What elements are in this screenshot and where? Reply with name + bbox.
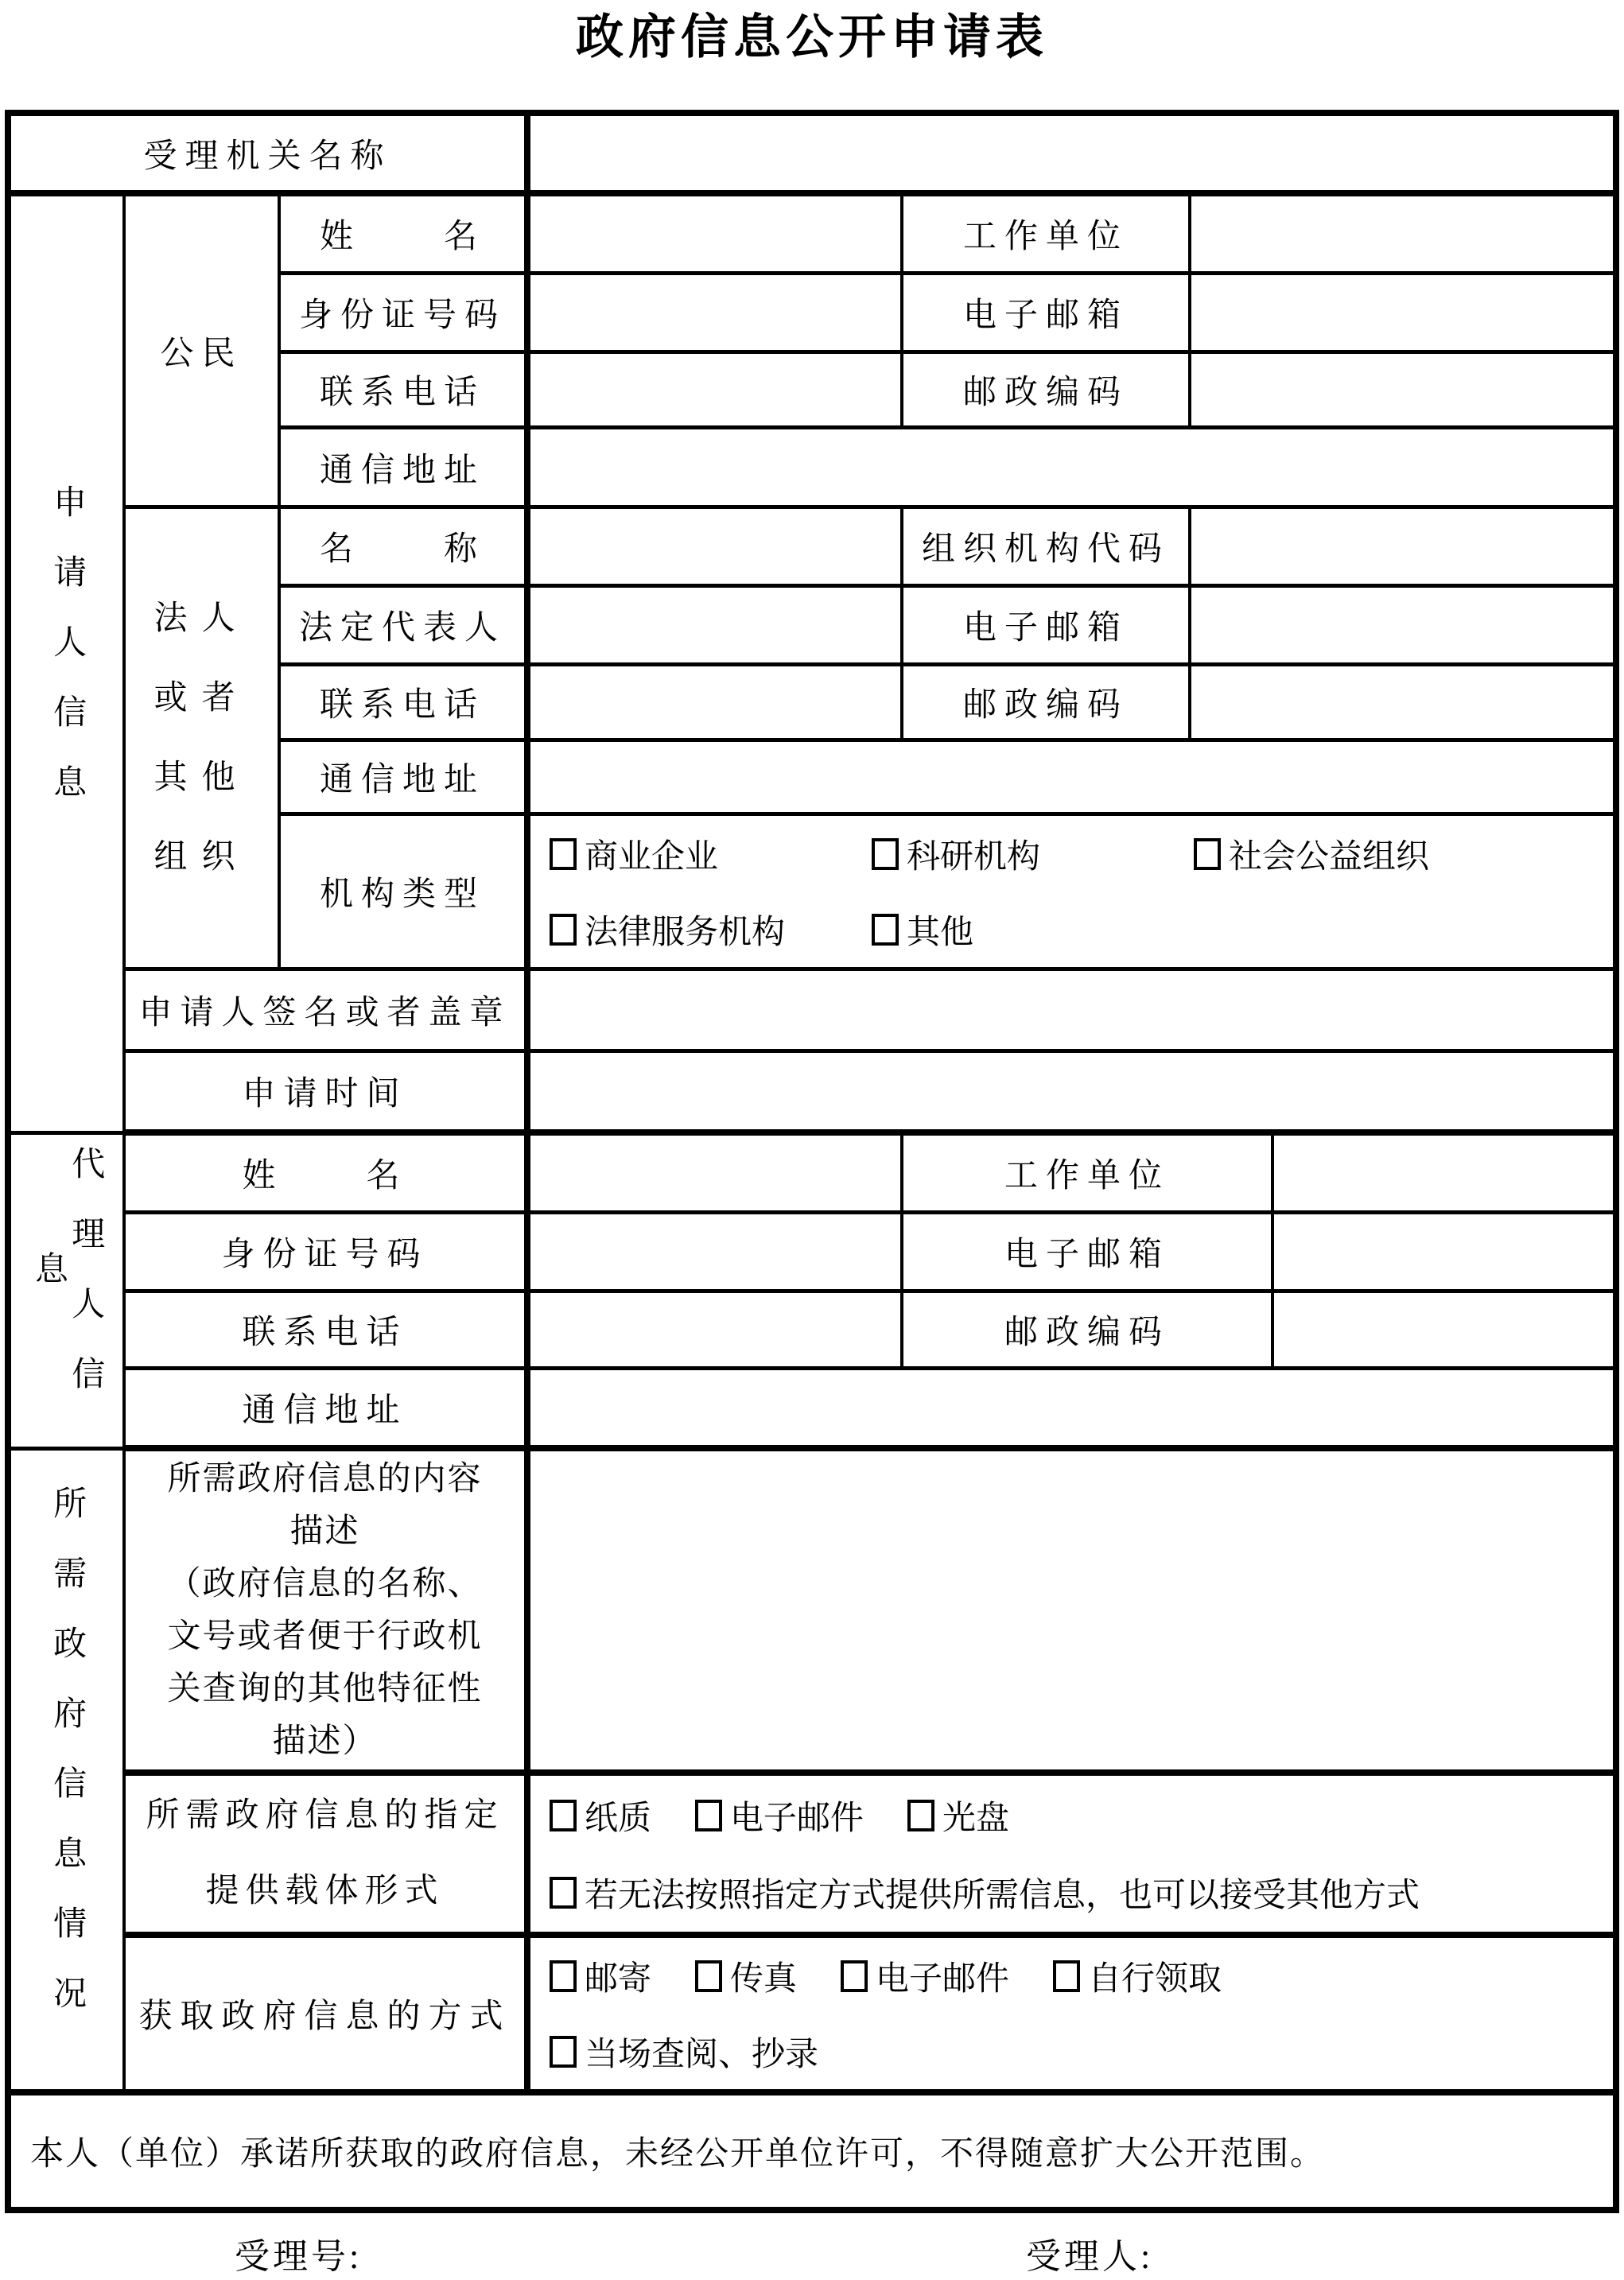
media-option-cd: [907, 1792, 1009, 1839]
option-label: 社会公益组织: [1229, 838, 1430, 876]
agent-email-label: 电子邮箱: [902, 1213, 1272, 1291]
option-label: 当场查阅、抄录: [585, 2036, 819, 2073]
checkbox-icon[interactable]: [695, 1960, 722, 1992]
org-group-label: 法人 或者 其他 组织: [124, 507, 279, 969]
required-info-section-label: 所需政府信息情况: [49, 1485, 86, 2045]
citizen-name-label: 姓 名: [279, 193, 527, 274]
apply-time-input[interactable]: [527, 1051, 1616, 1133]
agent-section-cell: [8, 1132, 124, 1448]
citizen-workunit-input[interactable]: [1190, 193, 1616, 274]
accepting-agency-label: 受理机关名称: [8, 113, 527, 193]
agent-id-input[interactable]: [527, 1213, 902, 1291]
org-type-line2: [550, 891, 1613, 967]
agent-phone-input[interactable]: [527, 1291, 902, 1369]
org-type-option-research: [872, 830, 1194, 878]
media-option-email: [695, 1792, 864, 1839]
citizen-phone-label: 联系电话: [279, 352, 527, 428]
citizen-address-input[interactable]: [527, 428, 1616, 507]
org-name-label: 名 称: [279, 507, 527, 586]
citizen-address-label: 通信地址: [279, 428, 527, 507]
media-form-label: 所需政府信息的指定 提供载体形式: [124, 1773, 527, 1935]
org-type-options-cell: [527, 814, 1616, 969]
org-name-input[interactable]: [527, 507, 902, 586]
agent-phone-label: 联系电话: [124, 1291, 527, 1369]
content-desc-input[interactable]: [527, 1448, 1616, 1773]
citizen-name-input[interactable]: [527, 193, 902, 274]
media-form-options-cell: [527, 1773, 1616, 1935]
checkbox-icon[interactable]: [550, 838, 577, 870]
option-label: 电子邮件: [876, 1960, 1010, 1998]
org-type-line1: [550, 816, 1613, 891]
method-option-onsite: [550, 2028, 818, 2076]
org-address-input[interactable]: [527, 740, 1616, 814]
page-title: 政府信息公开申请表: [576, 10, 1048, 64]
applicant-signature-label: 申请人签名或者盖章: [124, 969, 527, 1051]
agent-postcode-input[interactable]: [1272, 1291, 1616, 1369]
org-email-input[interactable]: [1190, 586, 1616, 665]
commitment-text: 本人（单位）承诺所获取的政府信息，未经公开单位许可，不得随意扩大公开范围。: [8, 2092, 1616, 2210]
citizen-id-label: 身份证号码: [279, 274, 527, 352]
option-label: 自行领取: [1088, 1960, 1222, 1998]
checkbox-icon[interactable]: [550, 1800, 577, 1831]
media-option-accept-other: [550, 1869, 1420, 1917]
agent-postcode-label: 邮政编码: [902, 1291, 1272, 1369]
org-type-option-business: [550, 830, 872, 878]
option-label: 若无法按照指定方式提供所需信息，也可以接受其他方式: [585, 1877, 1420, 1914]
org-code-label: 组织机构代码: [902, 507, 1190, 586]
media-option-paper: [550, 1792, 651, 1839]
media-form-options: [530, 1776, 1613, 1932]
checkbox-icon[interactable]: [907, 1800, 934, 1831]
option-label: 电子邮件: [730, 1800, 864, 1837]
citizen-phone-input[interactable]: [527, 352, 902, 428]
applicant-section-label: 申请人信息: [49, 484, 86, 834]
agent-workunit-input[interactable]: [1272, 1132, 1616, 1213]
obtain-method-line2: [550, 2014, 1613, 2089]
option-label: 纸质: [585, 1800, 652, 1837]
checkbox-icon[interactable]: [872, 838, 899, 870]
obtain-method-options-cell: [527, 1935, 1616, 2092]
org-postcode-label: 邮政编码: [902, 665, 1190, 740]
method-option-mail: [550, 1952, 651, 2000]
org-type-label: 机构类型: [279, 814, 527, 969]
agent-section-label: 代理人信息: [30, 1146, 104, 1426]
agent-id-label: 身份证号码: [124, 1213, 527, 1291]
org-type-option-legal: [550, 906, 872, 954]
checkbox-icon[interactable]: [695, 1800, 722, 1831]
org-code-input[interactable]: [1190, 507, 1616, 586]
citizen-workunit-label: 工作单位: [902, 193, 1190, 274]
citizen-email-label: 电子邮箱: [902, 274, 1190, 352]
media-form-line2: [550, 1855, 1613, 1930]
method-option-fax: [695, 1952, 797, 2000]
org-email-label: 电子邮箱: [902, 586, 1190, 665]
org-phone-label: 联系电话: [279, 665, 527, 740]
agent-address-label: 通信地址: [124, 1369, 527, 1449]
citizen-postcode-input[interactable]: [1190, 352, 1616, 428]
agent-address-input[interactable]: [527, 1369, 1616, 1449]
method-option-email: [841, 1952, 1009, 2000]
applicant-section-cell: [8, 193, 124, 1132]
acceptor-label: 受理人:: [1026, 2237, 1154, 2276]
checkbox-icon[interactable]: [841, 1960, 868, 1992]
obtain-method-label: 获取政府信息的方式: [124, 1935, 527, 2092]
required-info-section-cell: [8, 1448, 124, 2092]
option-label: 传真: [730, 1960, 798, 1998]
org-phone-input[interactable]: [527, 665, 902, 740]
org-type-options: [530, 816, 1613, 967]
org-address-label: 通信地址: [279, 740, 527, 814]
obtain-method-options: [530, 1938, 1613, 2089]
option-label: 光盘: [942, 1800, 1010, 1837]
org-rep-input[interactable]: [527, 586, 902, 665]
agent-email-input[interactable]: [1272, 1213, 1616, 1291]
org-rep-label: 法定代表人: [279, 586, 527, 665]
checkbox-icon[interactable]: [1053, 1960, 1080, 1992]
agent-name-label: 姓 名: [124, 1132, 527, 1213]
form-footer: [0, 2224, 1624, 2280]
org-type-option-other: [872, 906, 973, 954]
agent-name-input[interactable]: [527, 1132, 902, 1213]
citizen-postcode-label: 邮政编码: [902, 352, 1190, 428]
obtain-method-line1: [550, 1938, 1613, 2014]
checkbox-icon[interactable]: [550, 2036, 577, 2068]
checkbox-icon[interactable]: [872, 914, 899, 946]
citizen-id-input[interactable]: [527, 274, 902, 352]
apply-time-label: 申请时间: [124, 1051, 527, 1133]
option-label: 其他: [907, 914, 974, 951]
accepting-agency-input[interactable]: [527, 113, 1616, 193]
checkbox-icon[interactable]: [550, 914, 577, 946]
checkbox-icon[interactable]: [550, 1877, 577, 1909]
agent-workunit-label: 工作单位: [902, 1132, 1272, 1213]
method-option-pickup: [1053, 1952, 1222, 2000]
content-desc-label: 所需政府信息的内容 描述 （政府信息的名称、 文号或者便于行政机 关查询的其他特征性 描述）: [124, 1448, 527, 1773]
citizen-email-input[interactable]: [1190, 274, 1616, 352]
option-label: 法律服务机构: [585, 914, 786, 951]
citizen-group-label: 公民: [124, 193, 279, 507]
checkbox-icon[interactable]: [1194, 838, 1221, 870]
option-label: 科研机构: [907, 838, 1041, 876]
applicant-signature-input[interactable]: [527, 969, 1616, 1051]
org-postcode-input[interactable]: [1190, 665, 1616, 740]
org-type-option-welfare: [1194, 830, 1429, 878]
acceptance-number-label: 受理号:: [235, 2237, 363, 2276]
media-form-line1: [550, 1777, 1613, 1853]
checkbox-icon[interactable]: [550, 1960, 577, 1992]
option-label: 商业企业: [585, 838, 719, 876]
option-label: 邮寄: [585, 1960, 652, 1998]
application-form-table: [5, 110, 1619, 2213]
